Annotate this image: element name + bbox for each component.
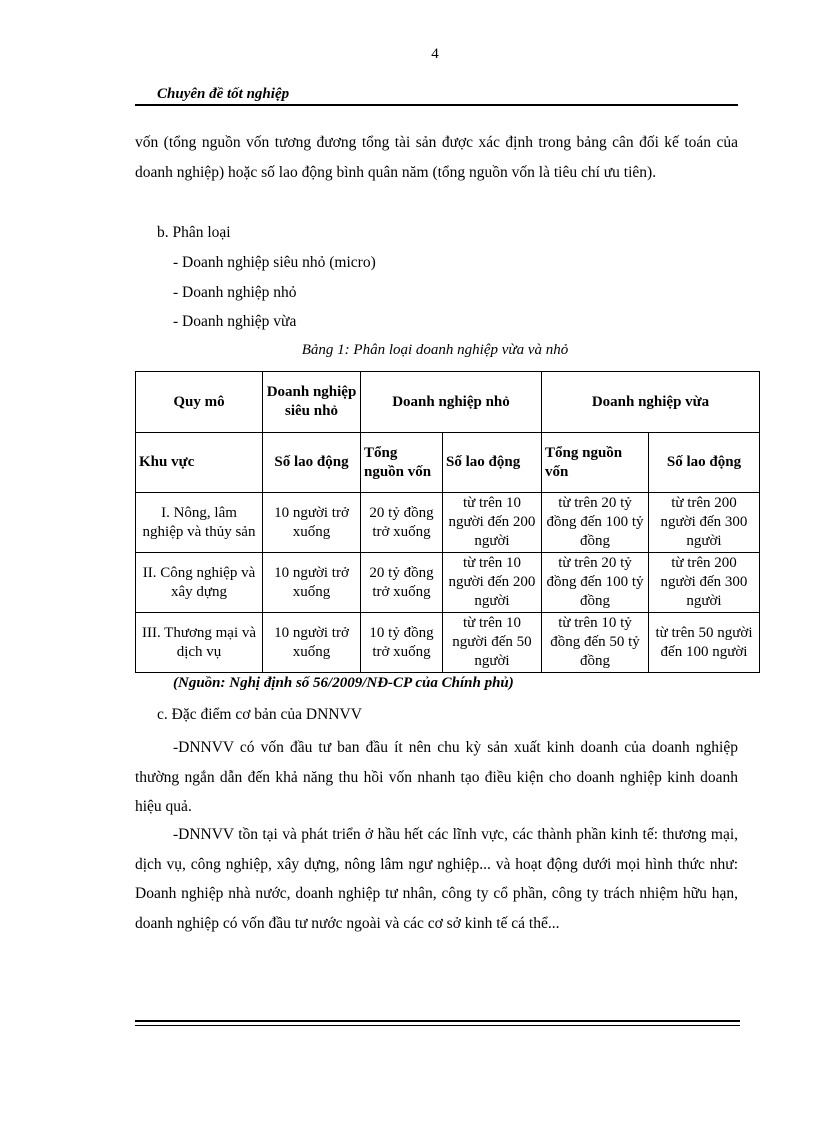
row-medium-capital: từ trên 10 tỷ đồng đến 50 tỷ đồng [542, 613, 649, 673]
row-sector: II. Công nghiệp và xây dựng [136, 553, 263, 613]
characteristics-paragraph-1: -DNNVV có vốn đầu tư ban đầu ít nên chu kỳ sản xuất kinh doanh của doanh nghiệp thường ngắn dẫn đến khả năng thu hồi vốn nhanh tạo điều kiện cho doanh nghiệp kinh doanh hiệu quả. [135, 739, 738, 815]
characteristics-paragraph-2: -DNNVV tồn tại và phát triển ở hầu hết các lĩnh vực, các thành phần kinh tế: thương mại, dịch vụ, công nghiệp, xây dựng, nông lâm ngư nghiệp... và hoạt động dưới mọi hình thức như: Doanh nghiệp nhà nước, doanh nghiệp tư nhân, công ty cổ phần, công ty trách nhiệm hữu hạn, doanh nghiệp có vốn đầu tư nước ngoài và các cơ sở kinh tế cá thể... [135, 826, 738, 932]
row-small-capital: 20 tỷ đồng trở xuống [361, 493, 443, 553]
row-small-labor: từ trên 10 người đến 200 người [443, 493, 542, 553]
row-small-labor: từ trên 10 người đến 200 người [443, 553, 542, 613]
classification-table [135, 371, 760, 673]
row-small-labor: từ trên 10 người đến 50 người [443, 613, 542, 673]
row-small-capital: 20 tỷ đồng trở xuống [361, 553, 443, 613]
classification-item-micro: - Doanh nghiệp siêu nhỏ (micro) [173, 254, 376, 271]
table-row [136, 493, 760, 553]
header-sector: Khu vực [136, 433, 263, 493]
header-micro-labor: Số lao động [263, 433, 361, 493]
table-caption: Bảng 1: Phân loại doanh nghiệp vừa và nhỏ [301, 342, 569, 358]
row-medium-labor: từ trên 200 người đến 300 người [649, 493, 760, 553]
header-medium-capital: Tổng nguồn vốn [542, 433, 649, 493]
table-source: (Nguồn: Nghị định số 56/2009/NĐ-CP của Chính phủ) [173, 675, 514, 691]
header-medium-labor: Số lao động [649, 433, 760, 493]
classification-item-small: - Doanh nghiệp nhỏ [173, 284, 297, 301]
row-medium-labor: từ trên 200 người đến 300 người [649, 553, 760, 613]
table-row [136, 553, 760, 613]
header-small: Doanh nghiệp nhỏ [361, 372, 542, 433]
document-header-title: Chuyên đề tốt nghiệp [157, 86, 290, 102]
header-micro: Doanh nghiệp siêu nhỏ [263, 372, 361, 433]
header-rule [135, 104, 738, 106]
characteristics-heading: c. Đặc điểm cơ bản của DNNVV [157, 706, 362, 723]
header-small-labor: Số lao động [443, 433, 542, 493]
table-row [136, 613, 760, 673]
header-medium: Doanh nghiệp vừa [542, 372, 760, 433]
row-micro-labor: 10 người trở xuống [263, 553, 361, 613]
classification-item-medium: - Doanh nghiệp vừa [173, 313, 297, 330]
row-sector: III. Thương mại và dịch vụ [136, 613, 263, 673]
intro-paragraph: vốn (tổng nguồn vốn tương đương tổng tài sản được xác định trong bảng cân đối kế toán của doanh nghiệp) hoặc số lao động bình quân năm (tổng nguồn vốn là tiêu chí ưu tiên). [135, 134, 738, 181]
classification-heading: b. Phân loại [157, 224, 231, 241]
page-number: 4 [431, 46, 439, 62]
header-small-capital: Tổng nguồn vốn [361, 433, 443, 493]
row-micro-labor: 10 người trở xuống [263, 613, 361, 673]
row-medium-capital: từ trên 20 tỷ đồng đến 100 tỷ đồng [542, 493, 649, 553]
row-small-capital: 10 tỷ đồng trở xuống [361, 613, 443, 673]
footer-rule [135, 1025, 740, 1026]
header-scale: Quy mô [136, 372, 263, 433]
row-micro-labor: 10 người trở xuống [263, 493, 361, 553]
row-medium-capital: từ trên 20 tỷ đồng đến 100 tỷ đồng [542, 553, 649, 613]
row-medium-labor: từ trên 50 người đến 100 người [649, 613, 760, 673]
footer-rule [135, 1020, 740, 1022]
row-sector: I. Nông, lâm nghiệp và thủy sản [136, 493, 263, 553]
